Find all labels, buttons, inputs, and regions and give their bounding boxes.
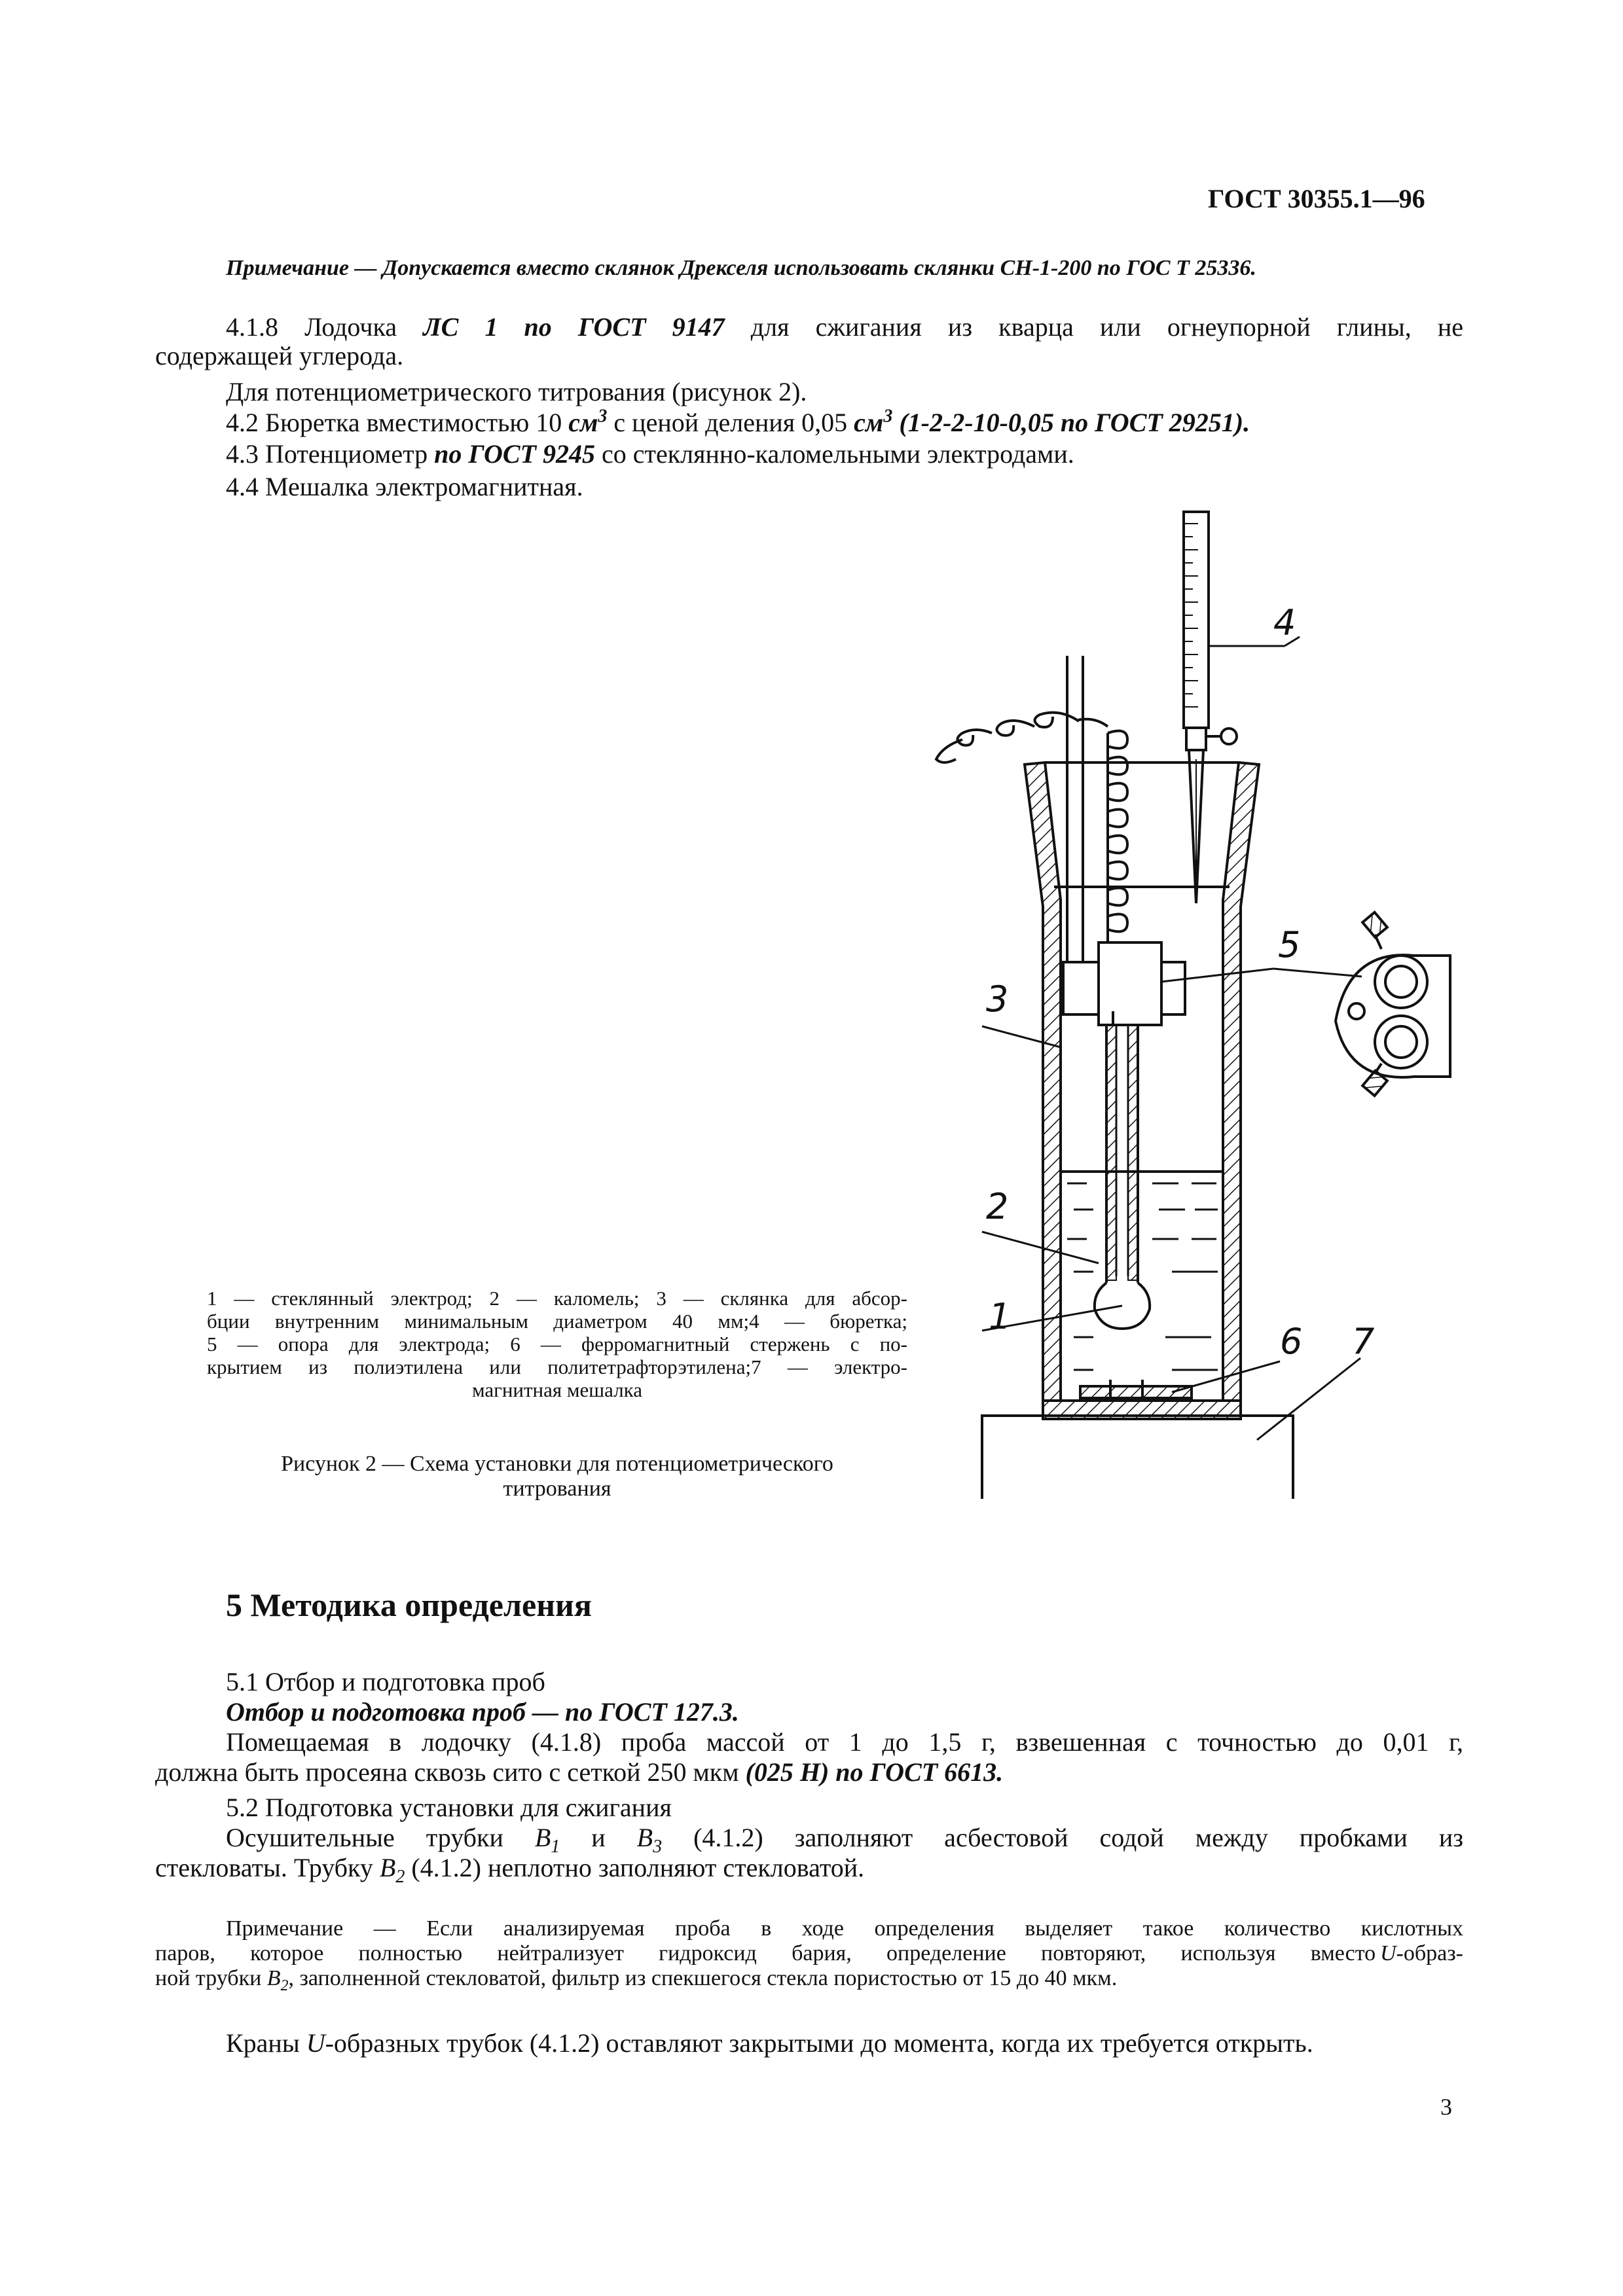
caption-line-1: Рисунок 2 — Схема установки для потенциометрического	[281, 1452, 833, 1476]
s52-para-line1: Осушительные трубки $B_1$ и $B_3$ (4.1.2) заполняют асбестовой содой между пробками из	[226, 1823, 1464, 1857]
item-4-4: 4.4 Мешалка электромагнитная.	[226, 472, 583, 501]
unit-cm3-1: $см^3$	[568, 406, 608, 437]
label-4: 4	[1273, 602, 1296, 643]
magnetic-stirrer	[982, 1416, 1293, 1499]
potentiometric-intro: Для потенциометрического титрования (рисунок 2).	[226, 377, 807, 406]
s52-para-line2: стекловаты. Трубку $B_2$ (4.1.2) неплотно заполняют стекловатой.	[155, 1853, 865, 1887]
figure-legend	[207, 1287, 907, 1401]
liquid-dashes	[1067, 1183, 1218, 1370]
item-4-1-8-rest: для сжигания из кварца или огнеупорной глины, не	[750, 312, 1464, 342]
legend-line: магнитная мешалка	[471, 1378, 643, 1401]
s51-para-line1: Помещаемая в лодочку (4.1.8) проба массой от 1 до 1,5 г, взвешенная с точностью до 0,01 г,	[226, 1727, 1463, 1757]
legend-line: бции внутренним минимальным диаметром 40 мм;4 — бюретка;	[207, 1310, 907, 1333]
label-3: 3	[986, 978, 1009, 1020]
vessel-left-wall	[1025, 762, 1061, 1401]
note2-line2: паров, которое полностью нейтрализует гидроксид бария, определение повторяют, используя вместо U-образ-	[155, 1941, 1463, 1965]
label-6: 6	[1280, 1321, 1303, 1362]
figure-caption	[207, 1452, 907, 1501]
burette-stopcock	[1186, 728, 1206, 750]
burette	[1184, 512, 1209, 728]
item-4-3: 4.3 Потенциометр по ГОСТ 9245 со стеклянно-каломельными электродами.	[226, 439, 1074, 469]
label-2: 2	[986, 1186, 1009, 1227]
label-5: 5	[1278, 924, 1301, 965]
section-5-heading: 5 Методика определения	[226, 1587, 592, 1623]
item-4-1-8-line2: содержащей углерода.	[155, 341, 404, 370]
caption-line-2: титрования	[503, 1477, 611, 1501]
page-number: 3	[1440, 2094, 1452, 2120]
final-paragraph: Краны U-образных трубок (4.1.2) оставляют закрытыми до момента, когда их требуется открыть.	[226, 2028, 1313, 2058]
s51-title: 5.1 Отбор и подготовка проб	[226, 1667, 545, 1696]
label-1: 1	[989, 1296, 1012, 1337]
item-4-2-ref: (1-2-2-10-0,05 по ГОСТ 29251).	[899, 408, 1250, 437]
legend-line: 1 — стеклянный электрод; 2 — каломель; 3 — склянка для абсор-	[207, 1287, 907, 1310]
vessel-right-wall	[1223, 762, 1259, 1401]
item-4-3-ref: по ГОСТ 9245	[434, 439, 595, 469]
s51-ref: Отбор и подготовка проб — по ГОСТ 127.3.	[226, 1697, 739, 1727]
doc-id: ГОСТ 30355.1—96	[1208, 184, 1425, 213]
item-4-2-text-b: с ценой деления 0,05	[613, 408, 848, 437]
s52-title: 5.2 Подготовка установки для сжигания	[226, 1793, 672, 1822]
note2-line3: ной трубки $B_2$, заполненной стекловатой, фильтр из спекшегося стекла пористостью от 15 до 40 мкм.	[155, 1966, 1118, 1994]
item-4-1-8-lead: 4.1.8 Лодочка	[226, 312, 397, 342]
legend-line: 5 — опора для электрода; 6 — ферромагнитный стержень с по-	[207, 1333, 907, 1355]
label-7: 7	[1352, 1321, 1375, 1362]
electrode-support	[1099, 942, 1161, 1025]
note2-line1: Примечание — Если анализируемая проба в ходе определения выделяет такое количество кислотных	[226, 1916, 1463, 1941]
item-4-2-text: 4.2 Бюретка вместимостью 10	[226, 408, 562, 437]
unit-cm3-2: $см^3$	[854, 406, 893, 437]
top-note: Примечание — Допускается вместо склянок Дрекселя использовать склянки СН-1-200 по ГОС Т 25336.	[226, 256, 1256, 280]
legend-line: крытием из полиэтилена или политетрафторэтилена;7 — электро-	[207, 1355, 907, 1378]
s51-gost-ref: (025 Н) по ГОСТ 6613.	[745, 1757, 1004, 1787]
item-4-1-8-ref: ЛС 1 по ГОСТ 9147	[423, 312, 725, 342]
s51-para-line2: должна быть просеяна сквозь сито с сеткой 250 мкм (025 Н) по ГОСТ 6613.	[155, 1757, 1004, 1787]
